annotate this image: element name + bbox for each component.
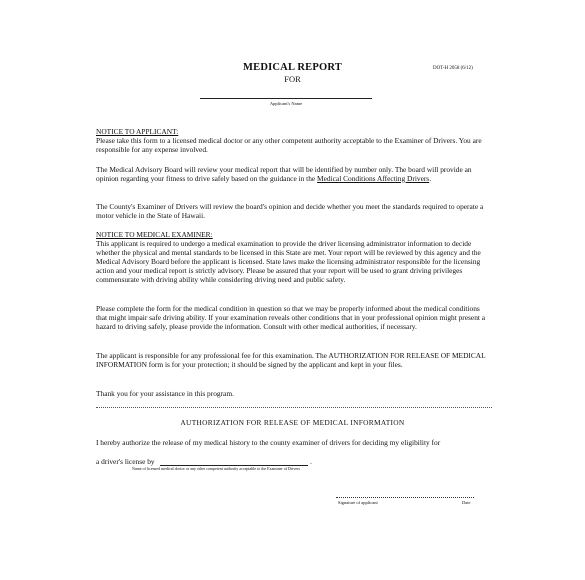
- notice-applicant-p3: The County's Examiner of Drivers will review the board's opinion and decide whether you meet the standards required to operate a motor vehicle in the State of Hawaii.: [96, 202, 484, 220]
- section-divider: [96, 407, 492, 408]
- notice-examiner-heading: NOTICE TO MEDICAL EXAMINER:: [96, 230, 213, 239]
- signature-line[interactable]: [336, 497, 474, 498]
- form-number: DOT-H 2058 (6/12): [433, 66, 473, 71]
- notice-applicant-p2-block: [96, 166, 492, 184]
- notice-examiner-p1: This applicant is required to undergo a medical examination to provide the driver licensing administrator information to decide whether the physical and mental standards to be licensed in this State are met. Your report will be reviewed by this agency and the Medical Advisory Board before the applicant is licensed. State laws make the licensing administrator responsible for the licensing action and your medical report is strictly advisory. Please be assured that your report will be used to grant driving privileges commensurate with driving ability while considering driving need and public safety.: [96, 238, 481, 284]
- medical-conditions-link[interactable]: Medical Conditions Affecting Drivers: [317, 173, 430, 183]
- notice-examiner-p3-block: [96, 352, 492, 370]
- doctor-name-note: Name of licensed medical doctor or any other competent authority acceptable to the Examiner of Drivers: [132, 466, 301, 471]
- date-label: Date: [462, 500, 471, 505]
- authorization-title: AUTHORIZATION FOR RELEASE OF MEDICAL INFORMATION: [180, 418, 405, 427]
- notice-examiner-p2-block: [96, 305, 492, 332]
- notice-applicant-p3-block: [96, 203, 492, 221]
- license-prefix: a driver's license by: [96, 457, 155, 466]
- notice-applicant-p2-text: The Medical Advisory Board will review your medical report that will be identified by number only. The board will provide an opinion regarding your fitness to drive safely based on the guidance in the: [96, 165, 472, 183]
- authorization-text: I hereby authorize the release of my medical history to the county examiner of drivers for deciding my eligibility for: [96, 438, 441, 447]
- notice-examiner-p4-block: [96, 390, 492, 399]
- notice-examiner-p3: The applicant is responsible for any professional fee for this examination. The AUTHORIZATION FOR RELEASE OF MEDICAL INFORMATION form is for your protection; it should be signed by the applicant and kept in your files.: [96, 351, 486, 369]
- notice-applicant-p2-end: .: [429, 173, 432, 183]
- applicant-name-line[interactable]: [200, 98, 372, 99]
- document-title: MEDICAL REPORT: [243, 62, 342, 73]
- notice-examiner-section: [96, 231, 492, 284]
- notice-applicant-p2: [96, 166, 492, 184]
- for-label: FOR: [284, 74, 301, 84]
- signature-label: Signature of applicant: [338, 500, 378, 505]
- notice-applicant-p1: Please take this form to a licensed medical doctor or any other competent authority acceptable to the Examiner of Drivers. You are responsible for any expense involved.: [96, 135, 482, 154]
- notice-applicant-heading: NOTICE TO APPLICANT:: [96, 127, 179, 136]
- notice-applicant-section: [96, 128, 492, 155]
- notice-examiner-p4: Thank you for your assistance in this program.: [96, 389, 234, 398]
- license-suffix: .: [310, 457, 312, 466]
- notice-examiner-p2: Please complete the form for the medical condition in question so that we may be properly informed about the medical conditions that might impair safe driving ability. If your examination reveals other conditions that in your professional opinion might present a hazard to driving safely, please provide the information. Consult with other medical authorities, if necessary.: [96, 304, 486, 331]
- applicant-name-label: Applicant's Name: [269, 101, 303, 106]
